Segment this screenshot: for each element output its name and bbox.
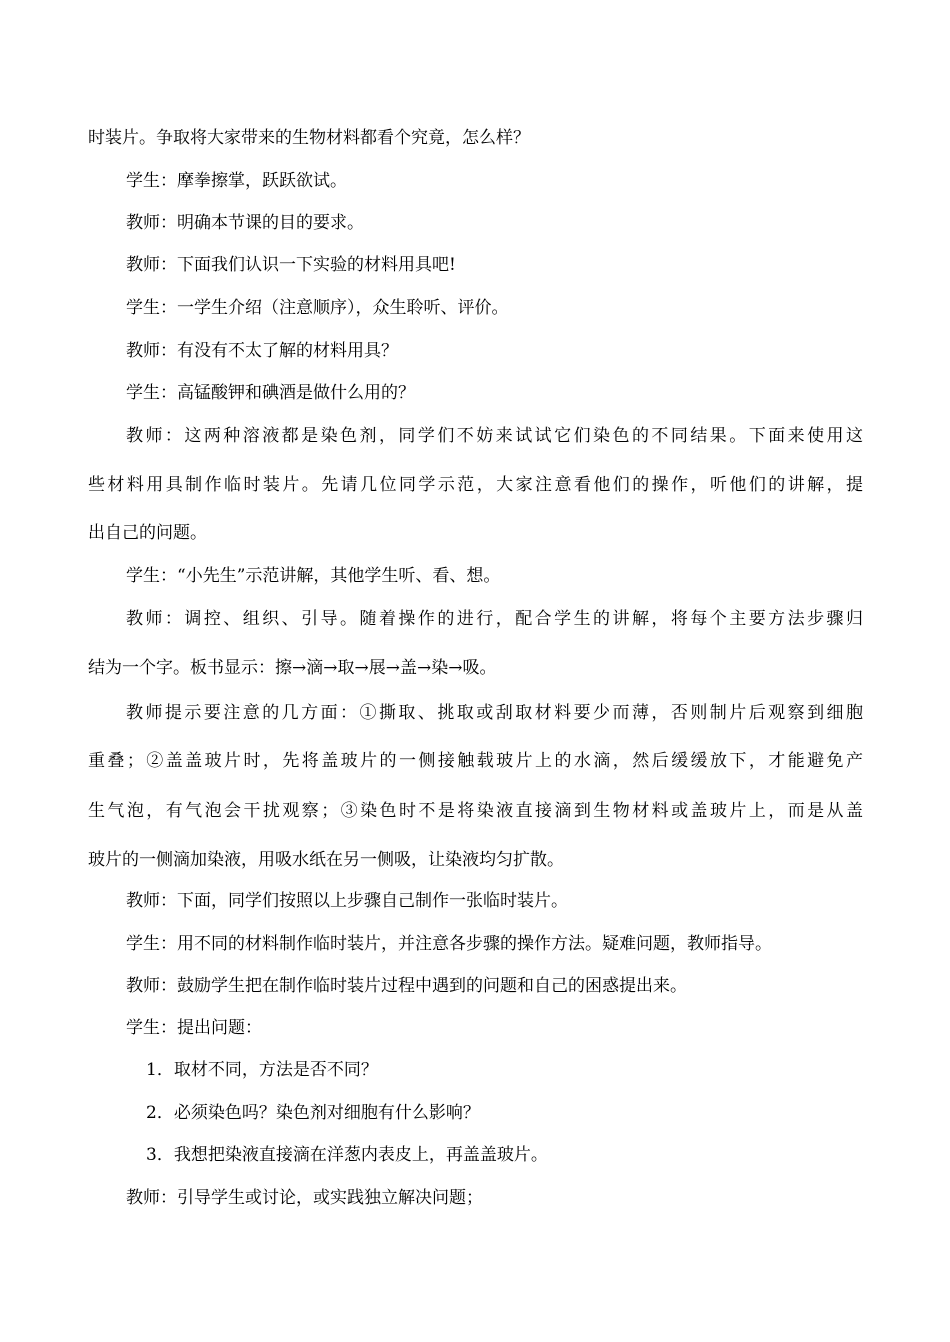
list-item: 1．取材不同，方法是否不同？ — [146, 1060, 378, 1080]
text-line: 玻片的一侧滴加染液，用吸水纸在另一侧吸，让染液均匀扩散。 — [88, 850, 564, 870]
text-line: 学生：提出问题： — [126, 1018, 262, 1038]
text-line: 教师：引导学生或讨论，或实践独立解决问题； — [126, 1188, 483, 1208]
text-line: 教师：这两种溶液都是染色剂，同学们不妨来试试它们染色的不同结果。下面来使用这 — [126, 426, 863, 446]
text-line: 教师提示要注意的几方面：①撕取、挑取或刮取材料要少而薄，否则制片后观察到细胞 — [126, 703, 863, 723]
text-line: 学生：“小先生”示范讲解，其他学生听、看、想。 — [126, 566, 501, 586]
text-line: 学生：一学生介绍（注意顺序），众生聆听、评价。 — [126, 298, 509, 318]
text-line: 教师：调控、组织、引导。随着操作的进行，配合学生的讲解，将每个主要方法步骤归 — [126, 609, 863, 629]
text-line: 些材料用具制作临时装片。先请几位同学示范，大家注意看他们的操作，听他们的讲解，提 — [88, 475, 863, 495]
list-item: 3．我想把染液直接滴在洋葱内表皮上，再盖盖玻片。 — [146, 1145, 548, 1165]
text-line: 重叠；②盖盖玻片时，先将盖玻片的一侧接触载玻片上的水滴，然后缓缓放下，才能避免产 — [88, 751, 863, 771]
text-line: 出自己的问题。 — [88, 523, 207, 543]
text-line: 学生：用不同的材料制作临时装片，并注意各步骤的操作方法。疑难问题，教师指导。 — [126, 934, 772, 954]
text-line: 教师：下面我们认识一下实验的材料用具吧! — [126, 255, 456, 275]
text-line: 结为一个字。板书显示：擦→滴→取→展→盖→染→吸。 — [88, 658, 497, 678]
list-item: 2．必须染色吗？染色剂对细胞有什么影响？ — [146, 1103, 480, 1123]
text-line: 教师：下面，同学们按照以上步骤自己制作一张临时装片。 — [126, 891, 568, 911]
text-line: 时装片。争取将大家带来的生物材料都看个究竟，怎么样？ — [88, 128, 530, 148]
text-line: 学生：摩拳擦掌，跃跃欲试。 — [126, 171, 347, 191]
text-line: 教师：鼓励学生把在制作临时装片过程中遇到的问题和自己的困惑提出来。 — [126, 976, 687, 996]
text-line: 教师：有没有不太了解的材料用具？ — [126, 341, 398, 361]
text-line: 学生：高锰酸钾和碘酒是做什么用的？ — [126, 383, 415, 403]
text-line: 教师：明确本节课的目的要求。 — [126, 213, 364, 233]
text-line: 生气泡，有气泡会干扰观察；③染色时不是将染液直接滴到生物材料或盖玻片上，而是从盖 — [88, 801, 863, 821]
